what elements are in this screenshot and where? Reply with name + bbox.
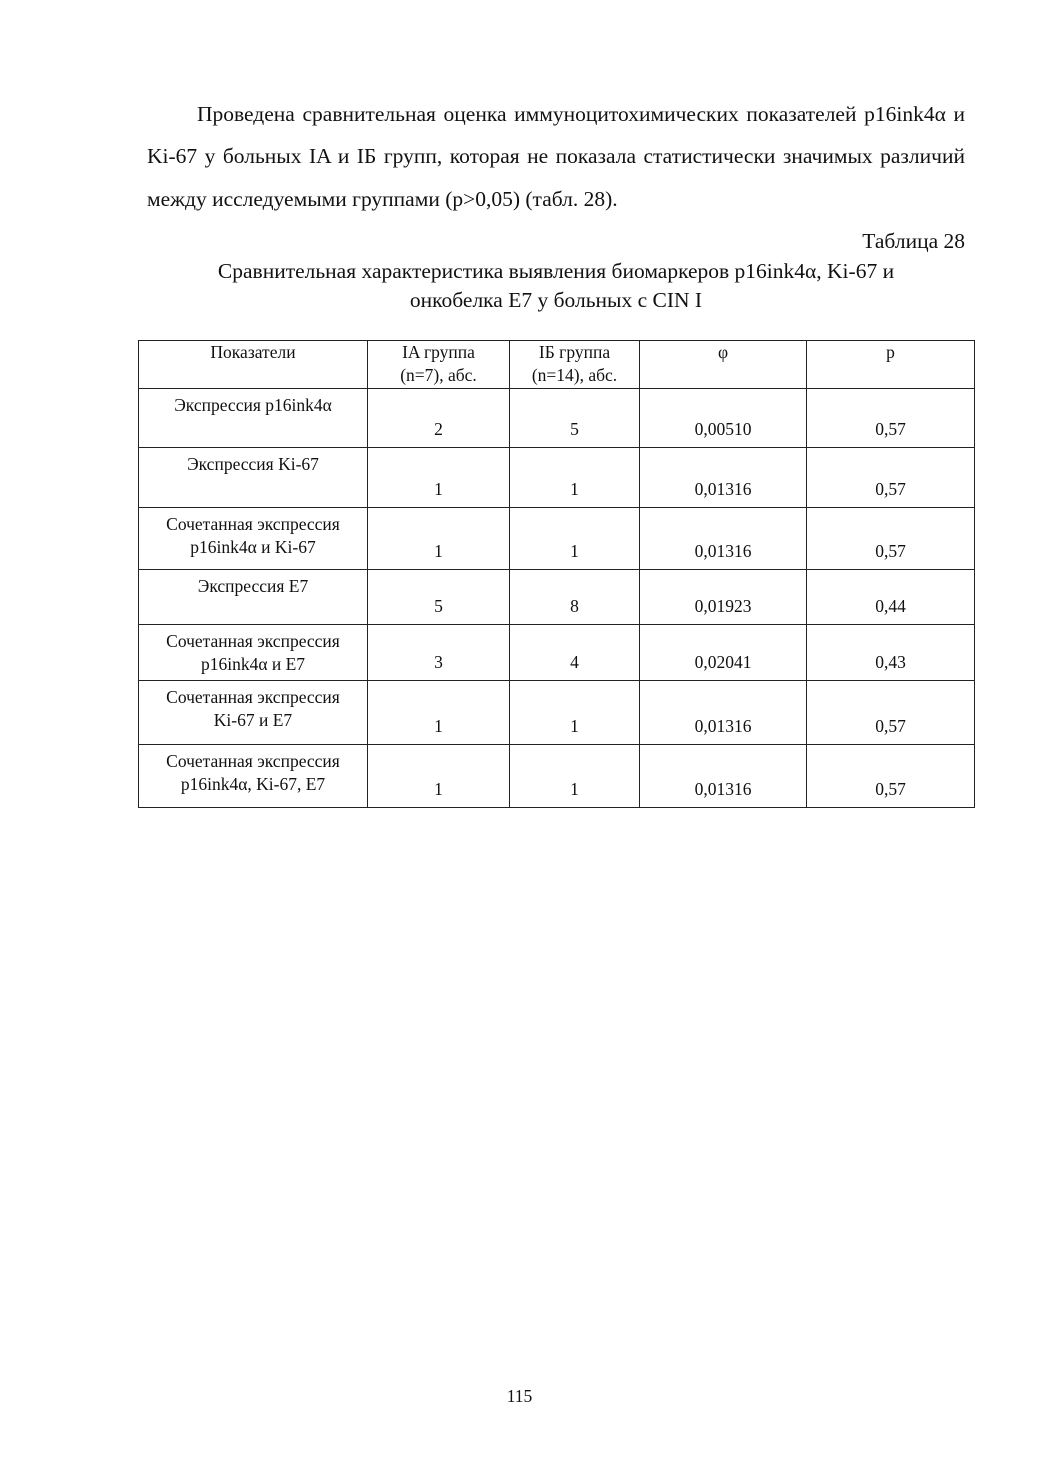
row-phi-value: 0,02041 — [640, 625, 807, 681]
row-p-value: 0,57 — [807, 508, 975, 570]
row-indicator: Экспрессия Е7 — [139, 570, 368, 625]
row-group-ia-value: 3 — [368, 625, 510, 681]
table-row — [139, 625, 975, 681]
table-row — [139, 745, 975, 808]
table-row — [139, 508, 975, 570]
row-group-ia-value: 1 — [368, 681, 510, 745]
row-p-value: 0,43 — [807, 625, 975, 681]
row-indicator: Экспрессия Ki-67 — [139, 448, 368, 508]
row-group-ia-value: 1 — [368, 448, 510, 508]
header-group-ib: IБ группа (n=14), абс. — [510, 341, 640, 389]
row-indicator: Сочетанная экспрессия p16ink4α и Е7 — [139, 625, 368, 681]
row-p-value: 0,44 — [807, 570, 975, 625]
row-p-value: 0,57 — [807, 745, 975, 808]
row-group-ib-value: 5 — [510, 389, 640, 448]
page-number: 115 — [506, 1386, 533, 1406]
biomarker-table — [138, 340, 975, 808]
row-group-ib-value: 1 — [510, 745, 640, 808]
row-p-value: 0,57 — [807, 681, 975, 745]
row-group-ia-value: 1 — [368, 745, 510, 808]
table-caption-line: Сравнительная характеристика выявления биомаркеров p16ink4α, Ki-67 и — [217, 259, 895, 283]
row-phi-value: 0,00510 — [640, 389, 807, 448]
row-indicator: Сочетанная экспрессия Ki-67 и Е7 — [139, 681, 368, 745]
header-group-ia: IA группа (n=7), абс. — [368, 341, 510, 389]
row-phi-value: 0,01316 — [640, 508, 807, 570]
row-group-ia-value: 2 — [368, 389, 510, 448]
row-phi-value: 0,01316 — [640, 745, 807, 808]
table-row — [139, 389, 975, 448]
header-row — [139, 341, 975, 389]
row-group-ia-value: 5 — [368, 570, 510, 625]
table-row — [139, 448, 975, 508]
header-p: р — [807, 341, 975, 389]
table-row — [139, 570, 975, 625]
row-group-ib-value: 4 — [510, 625, 640, 681]
row-group-ib-value: 1 — [510, 508, 640, 570]
row-phi-value: 0,01923 — [640, 570, 807, 625]
row-indicator: Сочетанная экспрессия p16ink4α, Ki-67, Е7 — [139, 745, 368, 808]
row-phi-value: 0,01316 — [640, 448, 807, 508]
row-p-value: 0,57 — [807, 389, 975, 448]
table-number: Таблица 28 — [862, 229, 965, 253]
table-caption — [147, 257, 965, 315]
row-phi-value: 0,01316 — [640, 681, 807, 745]
row-group-ia-value: 1 — [368, 508, 510, 570]
table-row — [139, 681, 975, 745]
row-indicator: Сочетанная экспрессия p16ink4α и Ki-67 — [139, 508, 368, 570]
intro-paragraph: Проведена сравнительная оценка иммуноцитохимических показателей p16ink4α и Ki-67 у больных IA и IБ групп, которая не показала статистически значимых различий между исследуемыми группами (p>0,05) (табл. 28). — [147, 102, 965, 211]
header-phi: φ — [640, 341, 807, 389]
table-caption-line: онкобелка Е7 у больных с CIN I — [409, 288, 703, 312]
row-p-value: 0,57 — [807, 448, 975, 508]
table-body — [139, 341, 975, 808]
row-group-ib-value: 1 — [510, 448, 640, 508]
row-indicator: Экспрессия p16ink4α — [139, 389, 368, 448]
row-group-ib-value: 1 — [510, 681, 640, 745]
header-indicator: Показатели — [139, 341, 368, 389]
row-group-ib-value: 8 — [510, 570, 640, 625]
